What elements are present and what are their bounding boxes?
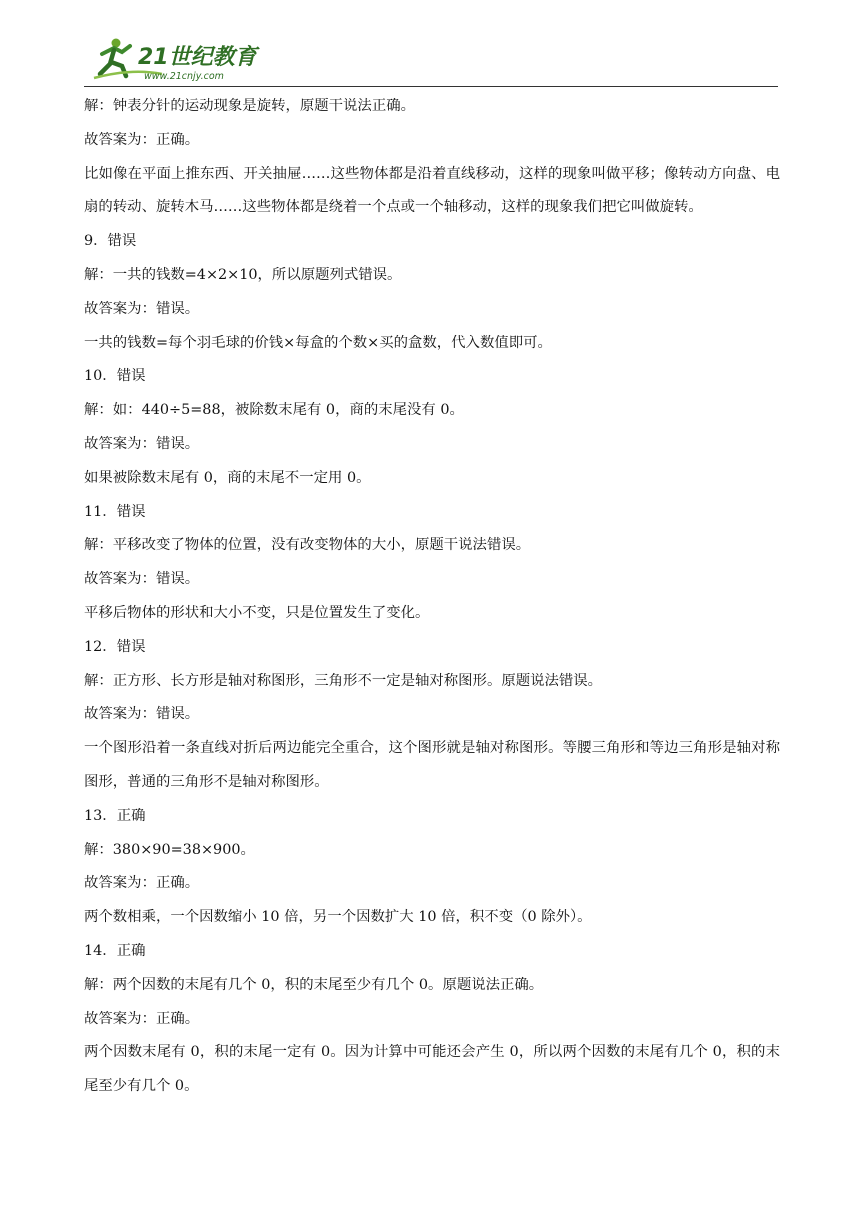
text-paragraph: 一个图形沿着一条直线对折后两边能完全重合，这个图形就是轴对称图形。等腰三角形和等边三角形是轴对称图形，普通的三角形不是轴对称图形。 [84,740,780,790]
text-line: 解：钟表分针的运动现象是旋转，原题干说法正确。 [84,98,415,114]
text-line: 如果被除数末尾有 0，商的末尾不一定用 0。 [84,469,371,486]
logo-main-text: 21世纪教育 [138,45,257,70]
text-line: 解：两个因数的末尾有几个 0，积的末尾至少有几个 0。原题说法正确。 [84,976,544,993]
text-line: 平移后物体的形状和大小不变，只是位置发生了变化。 [84,604,430,621]
text-line: 故答案为：正确。 [84,131,200,148]
runner-logo-icon [92,34,262,82]
site-logo [92,34,262,82]
text-line: 故答案为：错误。 [84,435,200,452]
header-divider [84,86,778,87]
question-heading: 10．错误 [84,368,146,385]
text-line: 故答案为：正确。 [84,875,200,892]
text-line: 故答案为：错误。 [84,300,200,317]
text-line: 解：如：440÷5=88，被除数末尾有 0，商的末尾没有 0。 [84,402,464,419]
text-line: 解：正方形、长方形是轴对称图形，三角形不一定是轴对称图形。原题说法错误。 [84,672,603,689]
text-line: 解：380×90=38×900。 [84,841,255,858]
text-line: 两个数相乘，一个因数缩小 10 倍，另一个因数扩大 10 倍，积不变（0 除外）。 [84,909,592,926]
question-heading: 13．正确 [84,807,146,824]
text-line: 故答案为：错误。 [84,571,200,588]
logo-url-text: www.21cnjy.com [144,71,224,82]
text-line: 故答案为：错误。 [84,706,200,723]
question-heading: 12．错误 [84,638,146,655]
text-paragraph: 比如像在平面上推东西、开关抽屉……这些物体都是沿着直线移动，这样的现象叫做平移；像转动方向盘、电扇的转动、旋转木马……这些物体都是绕着一个点或一个轴移动，这样的现象我们把它叫做旋转。 [84,165,780,216]
question-heading: 9．错误 [84,233,137,250]
text-line: 解：平移改变了物体的位置，没有改变物体的大小，原题干说法错误。 [84,537,531,554]
text-line: 一共的钱数=每个羽毛球的价钱×每盒的个数×买的盒数，代入数值即可。 [84,334,552,351]
answer-content [84,90,784,1104]
page-header [84,28,778,86]
question-heading: 14．正确 [84,942,146,959]
text-line: 解：一共的钱数=4×2×10，所以原题列式错误。 [84,266,402,283]
text-line: 故答案为：正确。 [84,1010,200,1027]
text-paragraph: 两个因数末尾有 0，积的末尾一定有 0。因为计算中可能还会产生 0，所以两个因数的末尾有几个 0，积的末尾至少有几个 0。 [84,1044,780,1095]
question-heading: 11．错误 [84,503,146,520]
